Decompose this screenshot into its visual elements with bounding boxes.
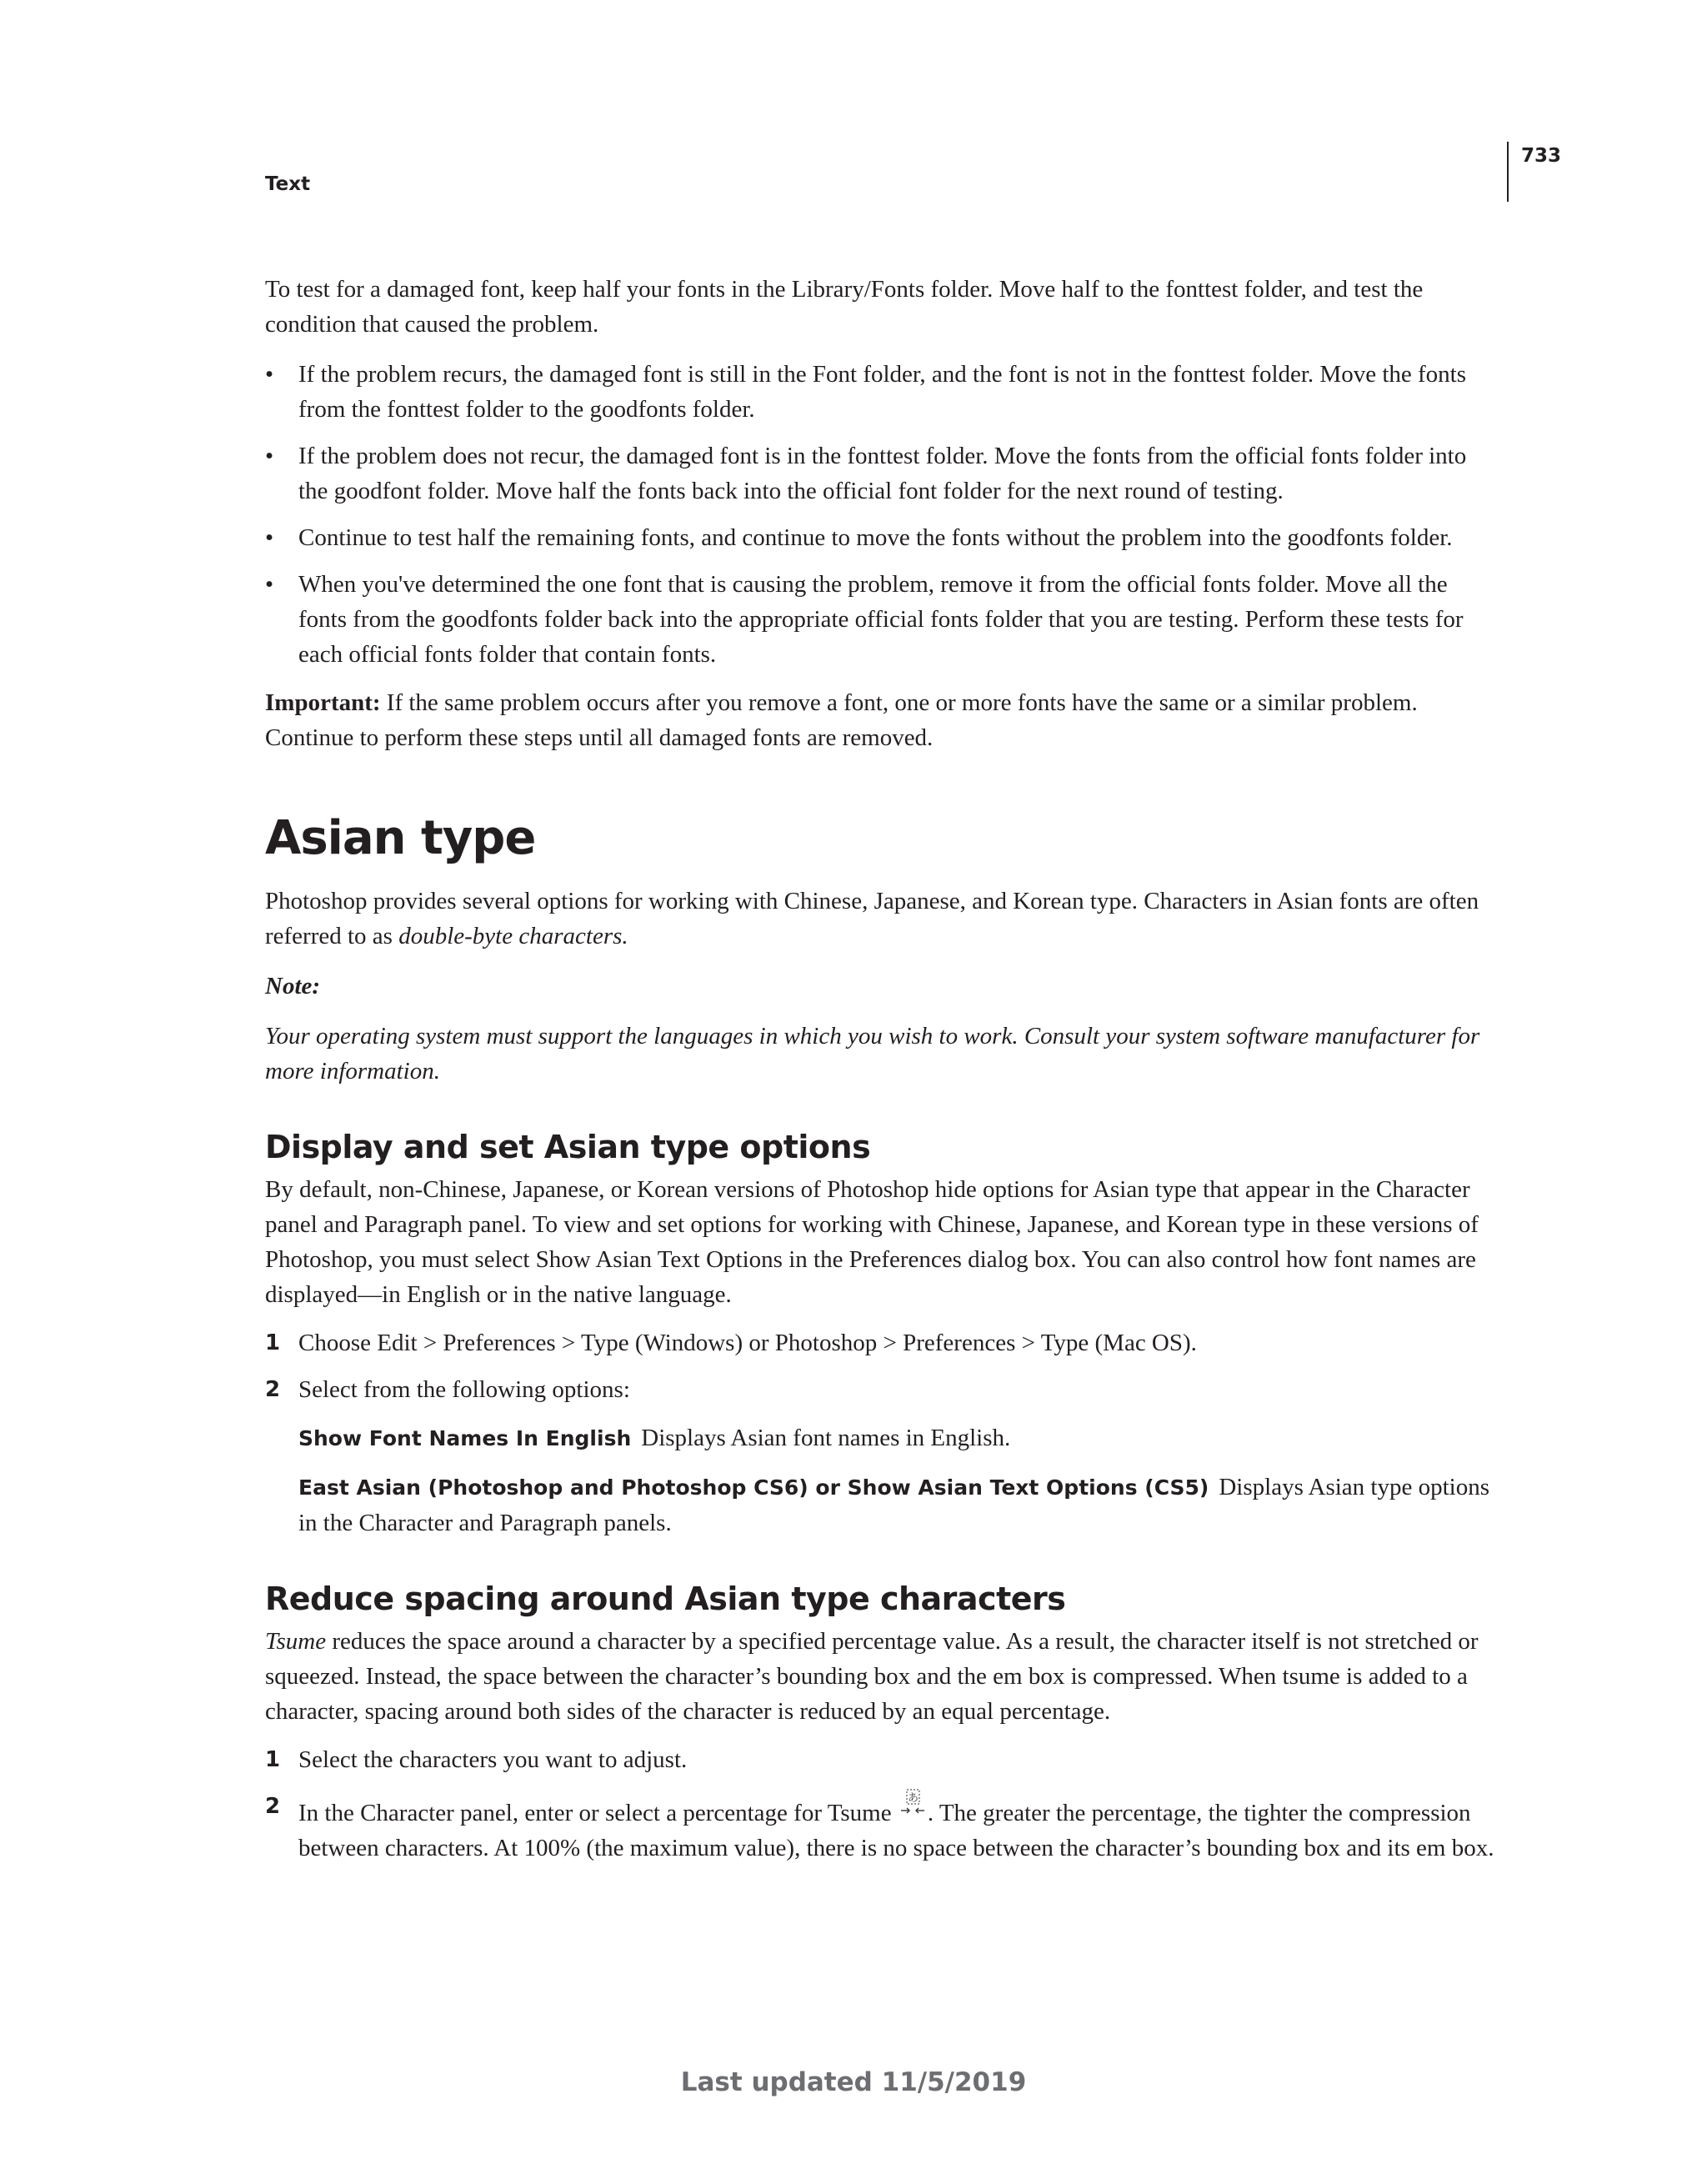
bullet-glyph: • [265, 361, 274, 388]
bullet-glyph: • [265, 443, 274, 469]
step-item [265, 1789, 1495, 1866]
note-label-text: Note: [265, 973, 321, 999]
step-text-before: In the Character panel, enter or select a percentage for Tsume [298, 1800, 898, 1826]
step-number: 1 [265, 1330, 281, 1355]
list-item-text: If the problem does not recur, the damaged font is in the fonttest folder. Move the fonts from the official fonts folder into the goodfont folder. Move half the fonts back into the official font folder for the next round of testing. [298, 443, 1467, 504]
display-options-paragraph: By default, non-Chinese, Japanese, or Korean versions of Photoshop hide options for Asian type that appear in the Character panel and Paragraph panel. To view and set options for working with Chinese, Japanese, and Korean type in these versions of Photoshop, you must select Show Asian Text Options in the Preferences dialog box. You can also control how font names are displayed—in English or in the native language. [265, 1176, 1479, 1308]
list-item [265, 357, 1495, 427]
option-term: Show Font Names In English [298, 1426, 632, 1450]
note-text-italic: Your operating system must support the languages in which you wish to work. Consult your system software manufacturer for more information. [265, 1023, 1480, 1084]
footer-last-updated: Last updated 11/5/2019 [680, 2067, 1027, 2097]
step-text: Select from the following options: [298, 1376, 630, 1403]
step-text: Choose Edit > Preferences > Type (Windows) or Photoshop > Preferences > Type (Mac OS). [298, 1330, 1197, 1356]
display-options-heading: Display and set Asian type options [265, 1129, 871, 1165]
list-item [265, 520, 1495, 555]
asian-type-paragraph-italic: double-byte characters. [398, 923, 628, 949]
asian-type-paragraph [265, 884, 1495, 954]
list-item-text: Continue to test half the remaining fonts, and continue to move the fonts without the problem into the goodfonts folder. [298, 524, 1453, 551]
reduce-steps [265, 1742, 1495, 1866]
step-text: Select the characters you want to adjust. [298, 1746, 688, 1773]
important-label: Important: [265, 689, 381, 716]
step-item [265, 1742, 1495, 1777]
bullet-glyph: • [265, 524, 274, 551]
list-item [265, 438, 1495, 508]
step-item [265, 1372, 1495, 1407]
step-number: 2 [265, 1794, 281, 1819]
tsume-icon-glyph: あ [907, 1792, 919, 1805]
reduce-spacing-text: reduces the space around a character by a specified percentage value. As a result, the character itself is not stretched or squeezed. Instead, the space between the character’s bounding box and the em box is compressed. When tsume is added to a character, spacing around both sides of the character is reduced by an equal percentage. [265, 1628, 1479, 1725]
list-item-text: If the problem recurs, the damaged font is still in the Font folder, and the font is not in the fonttest folder. Move the fonts from the fonttest folder to the goodfonts folder. [298, 361, 1467, 423]
step-item [265, 1325, 1495, 1360]
reduce-spacing-heading: Reduce spacing around Asian type characters [265, 1580, 1066, 1617]
asian-type-paragraph-text: Photoshop provides several options for working with Chinese, Japanese, and Korean type. Characters in Asian fonts are often referred to as [265, 888, 1479, 949]
step-text-after: . The greater the percentage, the tighter the compression between characters. At 100% (the maximum value), there is no space between the character’s bounding box and its em box. [298, 1800, 1494, 1861]
list-item-text: When you've determined the one font that is causing the problem, remove it from the official fonts folder. Move all the fonts from the goodfonts folder back into the appropriate official fonts folder that you are testing. Perform these tests for each official fonts folder that contain fonts. [298, 571, 1464, 668]
tsume-icon [899, 1789, 926, 1817]
page-content [265, 272, 1495, 1866]
bullet-list [265, 357, 1495, 672]
page-number: 733 [1521, 145, 1562, 167]
tsume-term: Tsume [265, 1628, 327, 1655]
note-label [265, 969, 1495, 1004]
asian-type-heading: Asian type [265, 811, 536, 865]
step-number: 2 [265, 1377, 281, 1402]
list-item [265, 567, 1495, 672]
important-paragraph [265, 685, 1495, 755]
option-term: East Asian (Photoshop and Photoshop CS6) or Show Asian Text Options (CS5) [298, 1475, 1209, 1500]
option-description: Displays Asian font names in English. [641, 1425, 1011, 1451]
option-entry [265, 1470, 1495, 1540]
note-text [265, 1019, 1495, 1089]
bullet-glyph: • [265, 571, 274, 598]
header-rule [1507, 142, 1509, 202]
option-entry [265, 1420, 1495, 1456]
running-header: Text [265, 173, 311, 195]
important-text: If the same problem occurs after you remove a font, one or more fonts have the same or a similar problem. Continue to perform these steps until all damaged fonts are removed. [265, 689, 1418, 751]
step-number: 1 [265, 1747, 281, 1772]
display-steps [265, 1325, 1495, 1407]
intro-paragraph: To test for a damaged font, keep half your fonts in the Library/Fonts folder. Move half to the fonttest folder, and test the condition that caused the problem. [265, 276, 1424, 338]
reduce-spacing-paragraph [265, 1624, 1495, 1729]
option-description: Displays Asian type options in the Character and Paragraph panels. [298, 1474, 1489, 1536]
